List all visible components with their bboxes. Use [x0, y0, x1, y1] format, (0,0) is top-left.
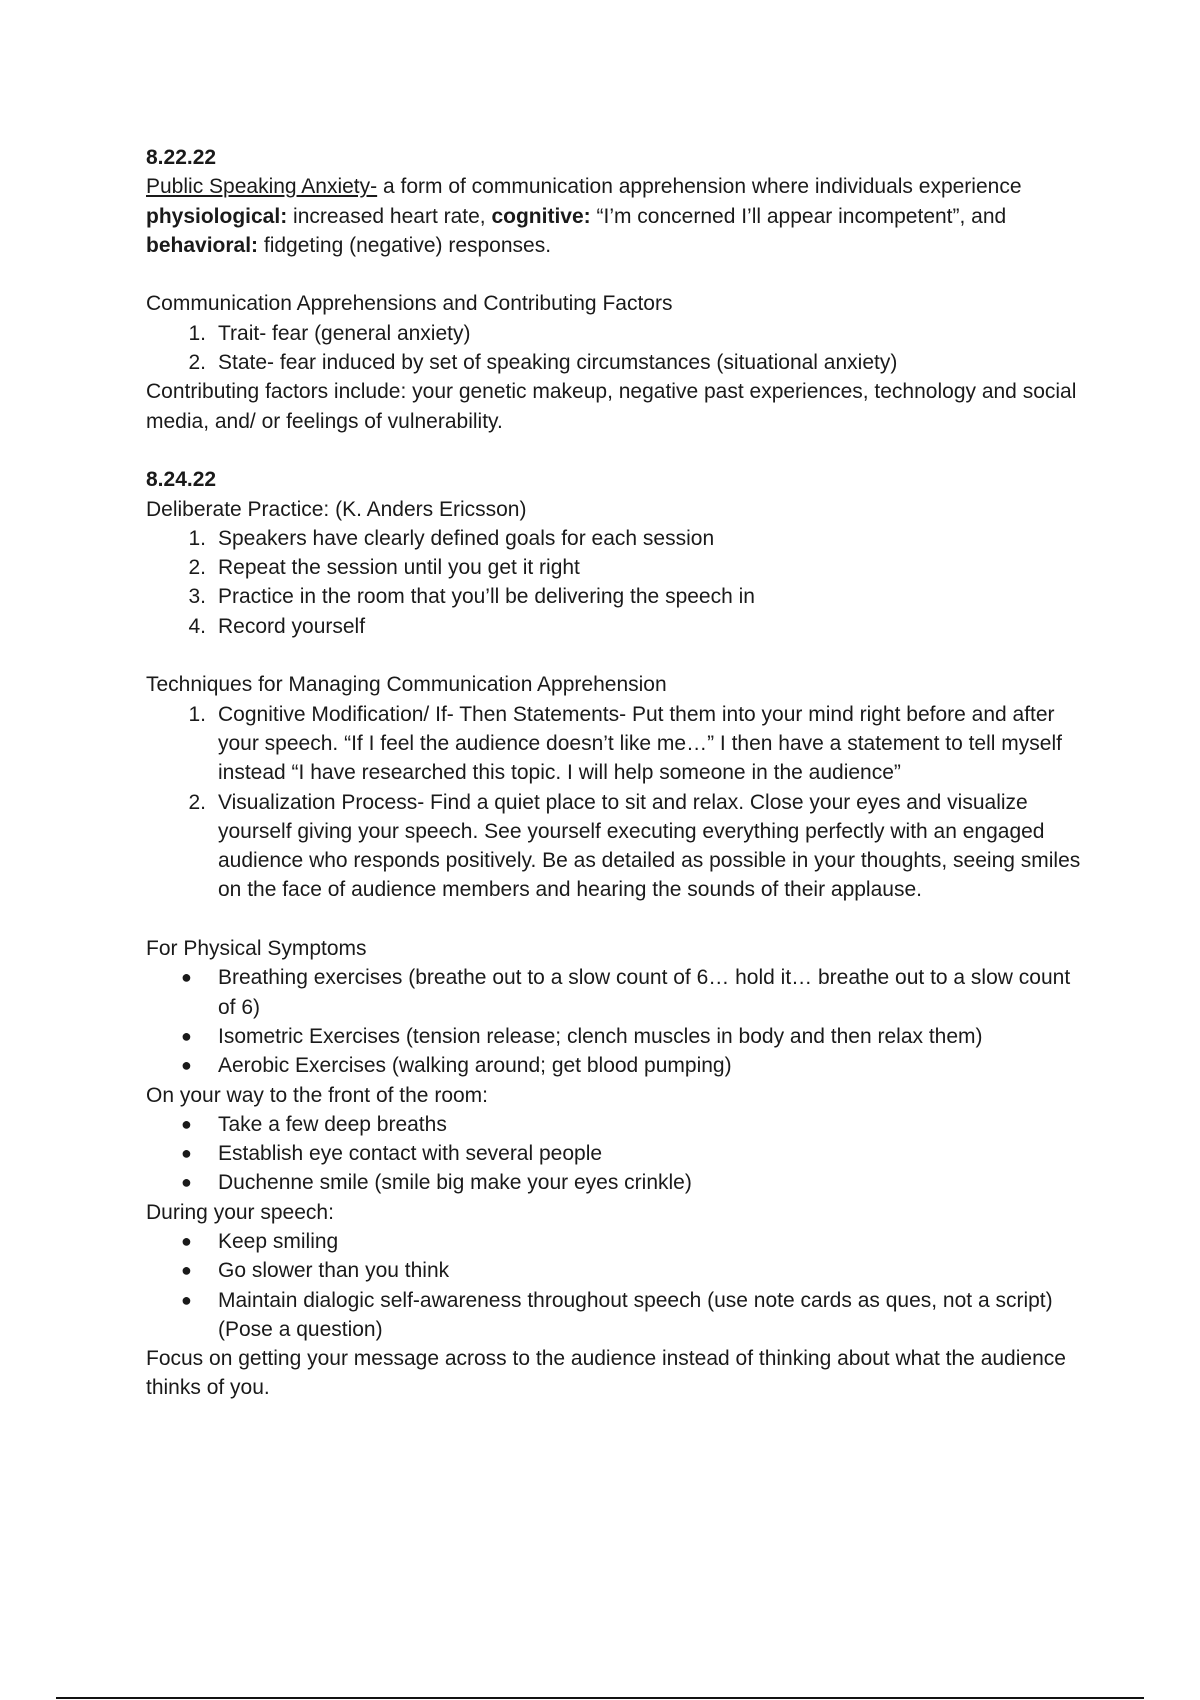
list-item: 1. Trait- fear (general anxiety) — [188, 321, 471, 345]
bullet-icon: ● — [181, 1025, 192, 1046]
bullet-icon: ● — [181, 1055, 192, 1076]
bullet-icon: ● — [181, 1230, 192, 1251]
list-item: 2. Repeat the session until you get it right — [188, 556, 580, 580]
bullet-icon: ● — [181, 1172, 192, 1193]
list-item: 1. Speakers have clearly defined goals for each session — [188, 526, 715, 550]
way-list — [146, 1110, 1086, 1198]
bullet-icon: ● — [181, 1113, 192, 1134]
list-item: ● Breathing exercises (breathe out to a slow count of 6… hold it… breathe out to a slow count of 6) — [146, 963, 1086, 1022]
list-item: 1. Cognitive Modification/ If- Then Statements- Put them into your mind right before and after your speech. “If I feel the audience doesn’t like me…” I then have a statement to tell myself instead “I have researched this topic. I will help someone in the audience” — [188, 702, 1062, 785]
bullet-icon: ● — [181, 1143, 192, 1164]
physical-list — [146, 963, 1086, 1080]
label-cognitive: cognitive: — [491, 204, 591, 228]
bullet-icon: ● — [181, 1289, 192, 1310]
list-item: 4. Record yourself — [188, 614, 366, 638]
section-heading: Communication Apprehensions and Contributing Factors — [146, 292, 673, 316]
list-item: ● Go slower than you think — [146, 1256, 1086, 1285]
during-list — [146, 1227, 1086, 1344]
label-physiological: physiological: — [146, 204, 288, 228]
list-item: ● Establish eye contact with several people — [146, 1139, 1086, 1168]
list-item: 2. State- fear induced by set of speaking circumstances (situational anxiety) — [188, 351, 898, 375]
section-heading: Techniques for Managing Communication Apprehension — [146, 673, 667, 697]
practice-list — [146, 524, 1086, 641]
list-item: 3. Practice in the room that you’ll be delivering the speech in — [188, 585, 755, 609]
apprehension-list — [146, 319, 1086, 378]
section-heading: Deliberate Practice: (K. Anders Ericsson) — [146, 497, 527, 521]
list-item: ● Duchenne smile (smile big make your eyes crinkle) — [146, 1168, 1086, 1197]
section-heading: For Physical Symptoms — [146, 937, 367, 961]
list-item: ● Isometric Exercises (tension release; clench muscles in body and then relax them) — [146, 1022, 1086, 1051]
list-item: ● Aerobic Exercises (walking around; get blood pumping) — [146, 1051, 1086, 1080]
bullet-icon: ● — [181, 1260, 192, 1281]
subheading: On your way to the front of the room: — [146, 1083, 488, 1107]
date-heading: 8.22.22 — [146, 146, 217, 169]
techniques-list — [146, 700, 1086, 905]
document-page — [146, 143, 1086, 1403]
bullet-icon: ● — [181, 967, 192, 988]
definition-paragraph: Public Speaking Anxiety- a form of communication apprehension where individuals experience physiological: increased heart rate, cognitive: “I’m concerned I’ll appear incompetent”, and behavioral: fidgeting (negative) responses. — [146, 175, 1022, 257]
bottom-rule — [56, 1697, 1144, 1699]
subheading: During your speech: — [146, 1200, 334, 1224]
label-behavioral: behavioral: — [146, 233, 259, 257]
list-item: ● Take a few deep breaths — [146, 1110, 1086, 1139]
factors-paragraph: Contributing factors include: your genetic makeup, negative past experiences, technology and social media, and/ or feelings of vulnerability. — [146, 380, 1077, 433]
closing-paragraph: Focus on getting your message across to the audience instead of thinking about what the audience thinks of you. — [146, 1347, 1066, 1400]
list-item: ● Maintain dialogic self-awareness throughout speech (use note cards as ques, not a script) (Pose a question) — [146, 1286, 1086, 1345]
list-item: 2. Visualization Process- Find a quiet place to sit and relax. Close your eyes and visualize yourself giving your speech. See yourself executing everything perfectly with an engaged audience who responds positively. Be as detailed as possible in your thoughts, seeing smiles on the face of audience members and hearing the sounds of their applause. — [188, 790, 1081, 902]
date-heading: 8.24.22 — [146, 468, 217, 492]
term-public-speaking-anxiety: Public Speaking Anxiety- — [146, 175, 378, 199]
list-item: ● Keep smiling — [146, 1227, 1086, 1256]
